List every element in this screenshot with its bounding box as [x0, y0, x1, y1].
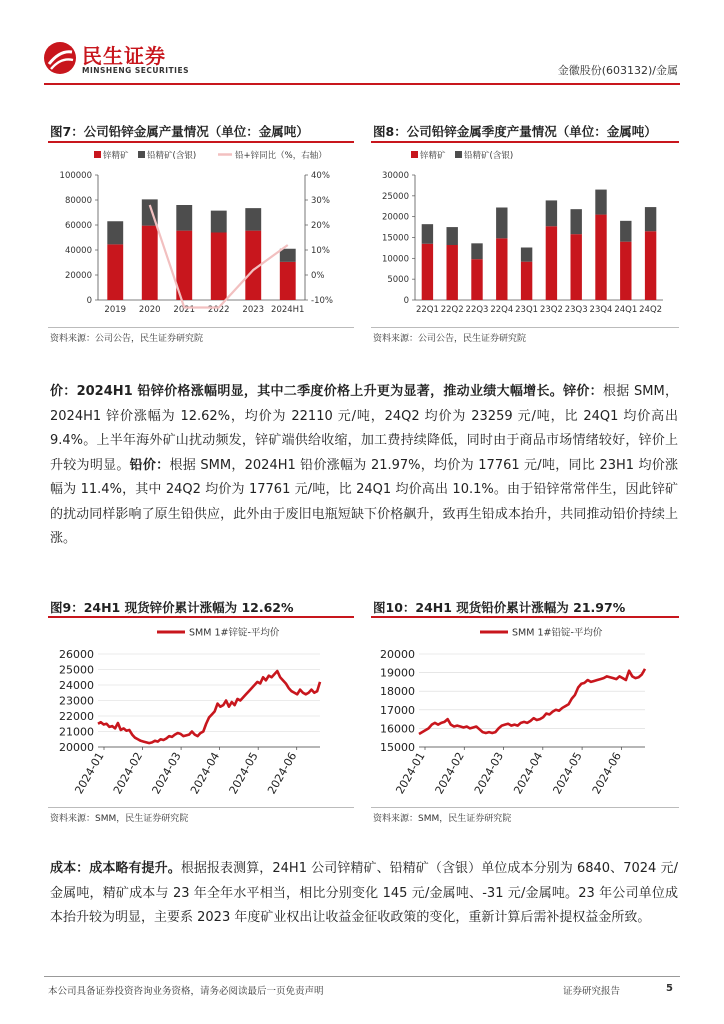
- x-tick-label: 22Q1: [415, 305, 439, 315]
- x-tick-label: 23Q1: [515, 305, 539, 315]
- x-tick-label: 2024-01: [393, 750, 428, 797]
- y2-tick-label: 40%: [311, 171, 330, 181]
- bar-zinc: [496, 238, 507, 300]
- footer-disclaimer: 本公司具备证券投资咨询业务资格，请务必阅读最后一页免责声明: [48, 986, 324, 997]
- x-tick-label: 2021: [173, 305, 196, 315]
- logo-name: 民生证券: [82, 44, 166, 68]
- price-line: [419, 669, 645, 734]
- legend-label-1: 铅精矿(含银): [147, 151, 197, 161]
- x-tick-label: 2023: [242, 305, 265, 315]
- logo-mark: [44, 42, 76, 74]
- bar-zinc: [446, 245, 457, 300]
- bar-zinc: [142, 226, 158, 300]
- x-tick-label: 2024-01: [72, 750, 107, 797]
- y-tick-label: 25000: [59, 663, 94, 677]
- cost-text: 根据报表测算，24H1 公司锌精矿、铅精矿（含银）单位成本分别为 6840、7024 元/金属吨，精矿成本与 23 年全年水平相当，相比分别变化 145 元/金属吨、-31 元/金属吨。23 年公司单位成本抬升较为明显，主要系 2023 年度矿业权出让收益金征收政策的变化，重新计算后需补提权益金所致。: [50, 861, 678, 925]
- bar-lead: [446, 227, 457, 245]
- y-tick-label: 26000: [59, 648, 94, 661]
- bar-zinc: [471, 259, 482, 300]
- fig10-source: 资料来源：SMM，民生证券研究院: [373, 814, 512, 824]
- bar-zinc: [595, 215, 606, 300]
- bar-lead: [620, 221, 631, 242]
- fig9-source: 资料来源：SMM，民生证券研究院: [50, 814, 189, 824]
- price-line: [98, 671, 320, 743]
- fig9-rule: [48, 616, 354, 618]
- bar-lead: [595, 190, 606, 215]
- y-tick-label: 20000: [380, 648, 415, 661]
- bar-lead: [176, 205, 192, 231]
- x-tick-label: 2024-06: [589, 750, 624, 797]
- cost-lead: 成本：成本略有提升。: [50, 861, 181, 876]
- fig8-title: 图8：公司铅锌金属季度产量情况（单位：金属吨）: [373, 124, 657, 139]
- lead-text: 根据 SMM，2024H1 铅价涨幅为 21.97%，均价为 17761 元/吨，同比 23H1 均价涨幅为 11.4%，其中 24Q2 均价为 17761 元/吨，比 24Q1 均价高出 10.1%。由于铅锌常常伴生，因此锌矿的扰动同样影响了原生铅供应，此外由于废旧电瓶短缺下价格飙升，致再生铅成本抬升，共同推动铅价持续上涨。: [50, 457, 678, 546]
- y-tick-label: 18000: [380, 685, 415, 699]
- x-tick-label: 2024-05: [550, 750, 585, 797]
- y-tick-label: 21000: [59, 725, 94, 739]
- y-tick-label: 30000: [381, 171, 409, 181]
- zinc-label: 锌价：: [563, 384, 603, 399]
- x-tick-label: 24Q1: [614, 305, 638, 315]
- y-tick-label: 20000: [64, 271, 92, 281]
- y-tick-label: 15000: [381, 233, 409, 244]
- x-tick-label: 2022: [207, 305, 230, 315]
- legend-label-1: 铅精矿(含银): [464, 151, 514, 161]
- y-tick-label: 23000: [59, 694, 94, 708]
- x-tick-label: 23Q4: [589, 305, 613, 315]
- legend-swatch-0: [94, 151, 101, 158]
- bar-lead: [521, 248, 532, 262]
- x-tick-label: 23Q2: [539, 305, 563, 315]
- bar-lead: [496, 208, 507, 239]
- fig7-chart: [48, 143, 358, 323]
- fig8-source: 资料来源：公司公告，民生证券研究院: [373, 334, 527, 344]
- fig7-source: 资料来源：公司公告，民生证券研究院: [50, 334, 204, 344]
- y-tick-label: 17000: [380, 703, 415, 717]
- x-tick-label: 22Q4: [490, 305, 514, 315]
- fig10-chart: [371, 620, 681, 800]
- x-tick-label: 2024-06: [265, 750, 300, 797]
- y2-tick-label: 20%: [311, 221, 330, 231]
- y-tick-label: 100000: [59, 171, 92, 181]
- footer-report-type: 证券研究报告: [563, 986, 621, 997]
- bar-zinc: [645, 231, 656, 300]
- y-tick-label: 0: [403, 296, 409, 306]
- y-tick-label: 5000: [387, 275, 409, 286]
- header-rule: [44, 83, 680, 85]
- y-tick-label: 10000: [381, 254, 409, 265]
- x-tick-label: 2024-04: [511, 750, 546, 797]
- bar-zinc: [620, 242, 631, 300]
- x-tick-label: 2019: [104, 305, 127, 315]
- legend-label: SMM 1#铅锭-平均价: [512, 627, 603, 639]
- fig8-chart: [371, 143, 681, 323]
- legend-label-0: 锌精矿: [420, 151, 446, 161]
- fig10-title: 图10：24H1 现货铅价累计涨幅为 21.97%: [373, 600, 626, 615]
- bar-lead: [245, 208, 261, 231]
- price-lead: 价：2024H1 铅锌价格涨幅明显，其中二季度价格上升更为显著，推动业绩大幅增长。: [50, 384, 564, 399]
- x-tick-label: 2024-04: [187, 750, 223, 797]
- bar-zinc: [570, 234, 581, 300]
- fig8-bottom-rule: [371, 327, 679, 328]
- y2-tick-label: 10%: [311, 246, 330, 256]
- fig7-title: 图7：公司铅锌金属产量情况（单位：金属吨）: [50, 124, 309, 139]
- bar-lead: [280, 249, 296, 262]
- bar-lead: [107, 221, 123, 244]
- y-tick-label: 20000: [381, 212, 409, 223]
- bar-zinc: [422, 244, 433, 300]
- bar-zinc: [211, 233, 227, 301]
- x-tick-label: 2024-02: [432, 750, 467, 797]
- bar-zinc: [546, 226, 557, 300]
- footer-rule: [44, 976, 680, 977]
- bar-lead: [570, 209, 581, 234]
- y-tick-label: 40000: [64, 246, 92, 256]
- y2-tick-label: 30%: [311, 196, 330, 206]
- price-paragraph: [50, 380, 678, 552]
- x-tick-label: 24Q2: [639, 305, 663, 315]
- x-tick-label: 23Q3: [564, 305, 588, 315]
- doc-meta: 金徽股份(603132)/金属: [557, 64, 678, 77]
- logo-en: MINSHENG SECURITIES: [82, 66, 189, 75]
- x-tick-label: 2024-02: [110, 750, 146, 797]
- zinc-text: 根据 SMM，2024H1 锌价涨幅为 12.62%，均价为 22110 元/吨，24Q2 均价为 23259 元/吨，比 24Q1 均价高出 9.4%。上半年海外矿山扰动频发，锌矿端供给收缩，加工费持续降低，同时由于商品市场情绪较好，锌价上升较为明显。: [50, 384, 678, 473]
- bar-zinc: [107, 244, 123, 300]
- fig9-chart: [48, 620, 358, 800]
- page-number: 5: [666, 983, 673, 994]
- bar-lead: [471, 243, 482, 259]
- bar-lead: [211, 211, 227, 233]
- y-tick-label: 80000: [64, 196, 92, 206]
- lead-label: 铅价：: [129, 457, 170, 473]
- y-tick-label: 25000: [381, 191, 409, 202]
- legend-swatch-0: [411, 151, 418, 158]
- y2-tick-label: -10%: [311, 296, 333, 306]
- bar-lead: [422, 224, 433, 244]
- y-tick-label: 15000: [380, 741, 415, 754]
- y-tick-label: 19000: [380, 666, 415, 680]
- legend-label-line: 铅+锌同比（%，右轴）: [235, 151, 327, 161]
- fig10-rule: [371, 616, 679, 618]
- y-tick-label: 24000: [59, 679, 94, 692]
- fig9-title: 图9：24H1 现货锌价累计涨幅为 12.62%: [50, 600, 294, 615]
- x-tick-label: 2024-05: [226, 750, 261, 797]
- y-tick-label: 16000: [380, 722, 415, 736]
- bar-lead: [645, 207, 656, 231]
- bar-lead: [546, 200, 557, 226]
- legend-label: SMM 1#锌锭-平均价: [189, 627, 280, 639]
- legend-swatch-1: [138, 151, 145, 158]
- bar-zinc: [280, 262, 296, 300]
- x-tick-label: 2020: [138, 305, 161, 315]
- fig9-bottom-rule: [48, 807, 354, 808]
- legend-swatch-1: [455, 151, 462, 158]
- cost-paragraph: [50, 857, 678, 931]
- x-tick-label: 2024-03: [471, 750, 507, 797]
- x-tick-label: 22Q2: [440, 305, 464, 315]
- legend-label-0: 锌精矿: [103, 151, 129, 161]
- bar-zinc: [521, 262, 532, 300]
- fig7-bottom-rule: [48, 327, 354, 328]
- x-tick-label: 2024-03: [149, 750, 184, 797]
- y-tick-label: 20000: [59, 741, 94, 754]
- x-tick-label: 22Q3: [465, 305, 489, 315]
- y-tick-label: 0: [86, 296, 92, 306]
- fig10-bottom-rule: [371, 807, 679, 808]
- y2-tick-label: 0%: [311, 271, 325, 281]
- x-tick-label: 2024H1: [271, 305, 305, 315]
- y-tick-label: 22000: [59, 710, 94, 723]
- y-tick-label: 60000: [64, 221, 92, 231]
